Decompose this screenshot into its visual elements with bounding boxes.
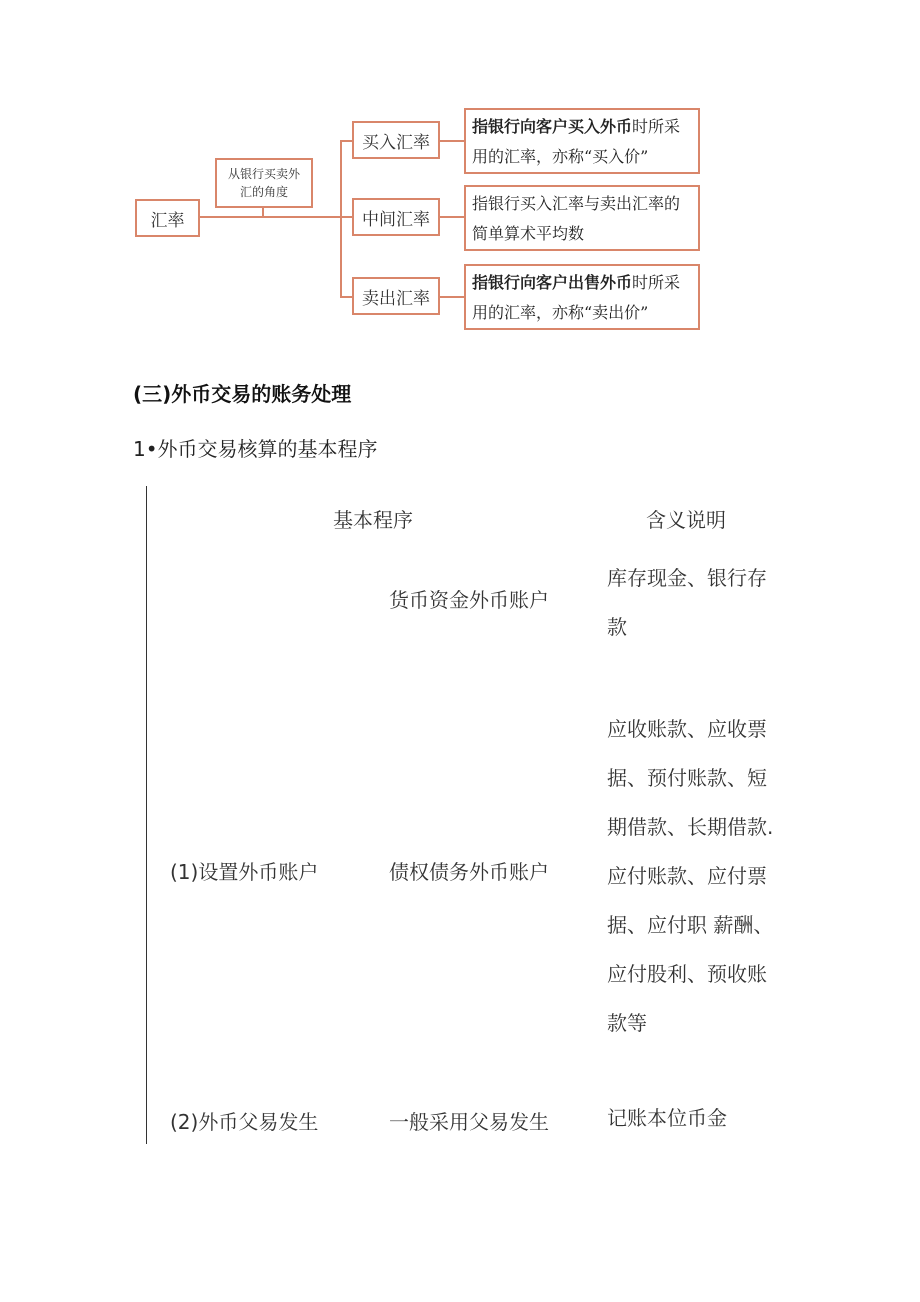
buy-rate-desc-bold: 指银行向客户买入外币 [472,117,633,136]
connector-vertical-trunk [340,140,342,298]
buy-rate-desc [464,108,700,174]
mid-rate-desc-rest: 指银行买入汇率与卖出汇率的简单算术平均数 [472,194,681,243]
sell-rate-node [352,277,440,315]
row-2-step: (1)设置外币账户 [170,860,319,884]
root-node [135,199,200,237]
section-heading: (三)外币交易的账务处理 [133,382,352,406]
row-3-meaning: 记账本位币金 [607,1106,727,1130]
angle-label: 从银行买卖外汇的角度 [227,167,300,199]
header-procedure: 基本程序 [333,508,413,532]
row-2-item: 债权债务外币账户 [389,860,549,884]
sell-rate-desc-bold: 指银行向客户出售外币 [472,273,633,292]
sell-rate-desc [464,264,700,330]
connector-sell-desc [440,296,464,298]
table-left-border [146,486,147,1144]
mid-rate-desc [464,185,700,251]
mid-rate-node [352,198,440,236]
row-1-item: 货币资金外币账户 [389,588,549,612]
row-1-meaning: 库存现金、银行存款 [607,566,767,639]
row-3-item: 一般采用父易发生 [389,1110,549,1134]
sell-rate-desc-rest: 时所采用的汇率，亦称“卖出价” [472,273,681,322]
connector-to-mid [340,216,352,218]
buy-rate-label: 买入汇率 [362,132,430,153]
buy-rate-node [352,121,440,159]
connector-buy-desc [440,140,464,142]
subsection-heading: 1•外币交易核算的基本程序 [133,437,378,461]
connector-mid-desc [440,216,464,218]
connector-root-angle [200,216,215,218]
header-meaning: 含义说明 [646,508,726,532]
mid-rate-label: 中间汇率 [362,209,430,230]
angle-node [215,158,313,208]
connector-to-buy [340,140,352,142]
buy-rate-desc-rest: 时所采用的汇率，亦称“买入价” [472,117,681,166]
row-2-meaning: 应收账款、应收票据、预付账款、短期借款、长期借款.应付账款、应付票据、应付职 薪酬、应付股利、预收账款等 [607,717,774,1035]
exchange-rate-diagram [0,0,920,340]
connector-to-sell [340,296,352,298]
row-3-step: (2)外币父易发生 [170,1110,319,1134]
connector-angle-trunk [215,216,340,218]
sell-rate-label: 卖出汇率 [362,288,430,309]
root-label: 汇率 [150,210,185,231]
